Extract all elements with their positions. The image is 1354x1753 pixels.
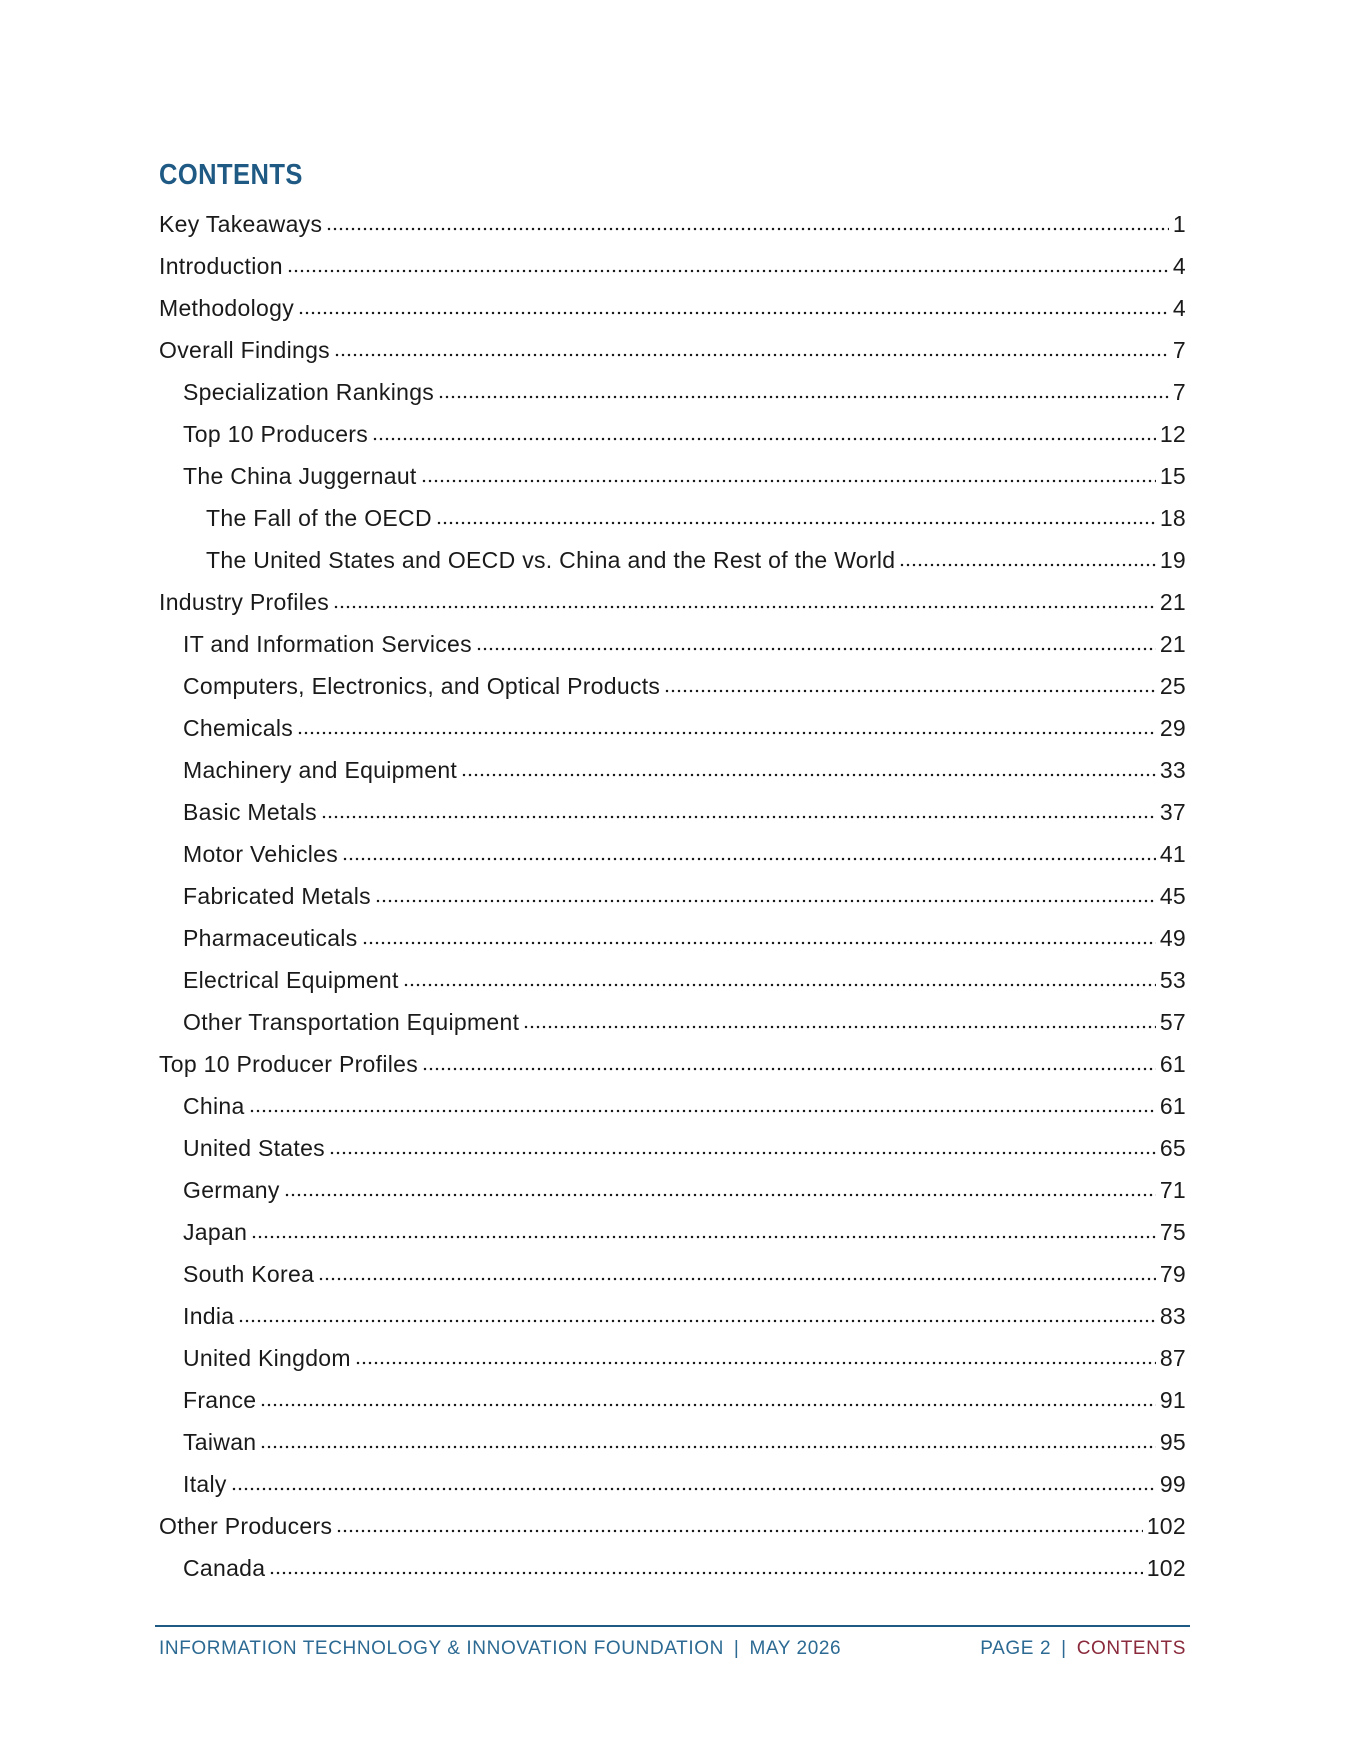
toc-entry[interactable] <box>159 616 1186 658</box>
toc-entry-title: Specialization Rankings <box>183 379 435 405</box>
footer-separator: | <box>733 1638 740 1659</box>
toc-dot-leader <box>238 1319 1155 1323</box>
toc-entry[interactable] <box>159 826 1186 868</box>
toc-entry-page-number: 83 <box>1159 1303 1186 1329</box>
toc-entry-title: Taiwan <box>183 1429 257 1455</box>
toc-entry-page-number: 21 <box>1159 589 1186 615</box>
toc-dot-leader <box>438 395 1169 399</box>
toc-dot-leader <box>899 563 1155 567</box>
toc-entry-title: Other Transportation Equipment <box>183 1009 520 1035</box>
toc-entry-page-number: 95 <box>1159 1429 1186 1455</box>
toc-entry[interactable] <box>159 1036 1186 1078</box>
toc-dot-leader <box>336 1529 1142 1533</box>
toc-entry-title: Top 10 Producer Profiles <box>159 1051 419 1077</box>
toc-entry[interactable] <box>159 1078 1186 1120</box>
toc-dot-leader <box>523 1025 1156 1029</box>
footer-organization-date <box>159 1638 841 1660</box>
toc-entry-title: Introduction <box>159 253 283 279</box>
toc-entry-title: India <box>183 1303 235 1329</box>
toc-entry-page-number: 87 <box>1159 1345 1186 1371</box>
toc-entry[interactable] <box>159 1372 1186 1414</box>
toc-dot-leader <box>287 269 1169 273</box>
toc-dot-leader <box>375 899 1156 903</box>
footer-date: MAY 2026 <box>749 1638 842 1659</box>
toc-dot-leader <box>251 1235 1156 1239</box>
toc-entry[interactable] <box>159 238 1186 280</box>
toc-entry[interactable] <box>159 1540 1186 1582</box>
toc-entry-page-number: 71 <box>1159 1177 1186 1203</box>
toc-dot-leader <box>318 1277 1156 1281</box>
toc-entry-title: Motor Vehicles <box>183 841 339 867</box>
toc-entry[interactable] <box>159 532 1186 574</box>
toc-entry[interactable] <box>159 1204 1186 1246</box>
toc-entry-title: Electrical Equipment <box>183 967 399 993</box>
footer-separator-right: | <box>1061 1638 1067 1659</box>
toc-entry[interactable] <box>159 1288 1186 1330</box>
toc-entry[interactable] <box>159 490 1186 532</box>
toc-entry-title: Chemicals <box>183 715 294 741</box>
toc-dot-leader <box>297 731 1156 735</box>
toc-entry-title: Machinery and Equipment <box>183 757 458 783</box>
toc-entry[interactable] <box>159 322 1186 364</box>
toc-entry-title: The United States and OECD vs. China and the Rest of the World <box>206 547 896 573</box>
toc-entry-title: United States <box>183 1135 325 1161</box>
footer-page-info <box>980 1638 1186 1660</box>
toc-entry-title: Methodology <box>159 295 294 321</box>
toc-entry[interactable] <box>159 742 1186 784</box>
footer-organization: INFORMATION TECHNOLOGY & INNOVATION FOUNDATION <box>159 1638 724 1659</box>
toc-entry-page-number: 79 <box>1159 1261 1186 1287</box>
toc-entry-page-number: 18 <box>1159 505 1186 531</box>
toc-entry-page-number: 53 <box>1159 967 1186 993</box>
toc-entry[interactable] <box>159 1330 1186 1372</box>
toc-dot-leader <box>421 479 1156 483</box>
toc-entry-title: The Fall of the OECD <box>206 505 432 531</box>
toc-entry-page-number: 99 <box>1159 1471 1186 1497</box>
toc-dot-leader <box>461 773 1156 777</box>
toc-entry-title: Industry Profiles <box>159 589 329 615</box>
toc-dot-leader <box>664 689 1156 693</box>
toc-entry-title: The China Juggernaut <box>183 463 417 489</box>
toc-entry[interactable] <box>159 1456 1186 1498</box>
toc-entry[interactable] <box>159 868 1186 910</box>
toc-dot-leader <box>298 311 1169 315</box>
toc-entry-page-number: 75 <box>1159 1219 1186 1245</box>
toc-entry-title: IT and Information Services <box>183 631 472 657</box>
toc-entry-title: Key Takeaways <box>159 211 323 237</box>
toc-entry[interactable] <box>159 364 1186 406</box>
toc-dot-leader <box>436 521 1156 525</box>
toc-entry-page-number: 102 <box>1146 1513 1186 1539</box>
toc-entry[interactable] <box>159 1162 1186 1204</box>
toc-dot-leader <box>372 437 1156 441</box>
toc-entry-title: South Korea <box>183 1261 315 1287</box>
toc-dot-leader <box>321 815 1156 819</box>
toc-entry-page-number: 7 <box>1172 379 1186 405</box>
toc-dot-leader <box>403 983 1156 987</box>
toc-dot-leader <box>260 1403 1155 1407</box>
toc-entry[interactable] <box>159 994 1186 1036</box>
toc-dot-leader <box>476 647 1156 651</box>
toc-entry[interactable] <box>159 406 1186 448</box>
toc-entry[interactable] <box>159 1246 1186 1288</box>
toc-entry-title: Japan <box>183 1219 248 1245</box>
toc-entry-title: Fabricated Metals <box>183 883 371 909</box>
footer-section-link[interactable]: CONTENTS <box>1076 1638 1186 1659</box>
toc-entry-page-number: 41 <box>1159 841 1186 867</box>
toc-entry-title: United Kingdom <box>183 1345 351 1371</box>
toc-entry-page-number: 12 <box>1159 421 1186 447</box>
toc-entry-page-number: 19 <box>1159 547 1186 573</box>
toc-entry-title: Other Producers <box>159 1513 333 1539</box>
toc-entry-page-number: 29 <box>1159 715 1186 741</box>
toc-entry-page-number: 15 <box>1159 463 1186 489</box>
toc-entry[interactable] <box>159 658 1186 700</box>
toc-dot-leader <box>269 1571 1142 1575</box>
toc-entry[interactable] <box>159 1120 1186 1162</box>
toc-entry[interactable] <box>159 196 1186 238</box>
toc-entry-page-number: 1 <box>1172 211 1186 237</box>
toc-entry-title: Germany <box>183 1177 280 1203</box>
toc-entry-title: Canada <box>183 1555 266 1581</box>
toc-entry-page-number: 33 <box>1159 757 1186 783</box>
toc-entry-page-number: 4 <box>1172 253 1186 279</box>
toc-dot-leader <box>284 1193 1156 1197</box>
toc-entry-title: China <box>183 1093 245 1119</box>
toc-entry[interactable] <box>159 952 1186 994</box>
toc-entry-page-number: 45 <box>1159 883 1186 909</box>
toc-entry[interactable] <box>159 700 1186 742</box>
toc-entry-title: France <box>183 1387 257 1413</box>
toc-entry-title: Computers, Electronics, and Optical Products <box>183 673 661 699</box>
contents-heading: CONTENTS <box>159 159 303 191</box>
toc-entry[interactable] <box>159 1498 1186 1540</box>
toc-entry[interactable] <box>159 448 1186 490</box>
toc-entry-page-number: 61 <box>1159 1093 1186 1119</box>
toc-dot-leader <box>329 1151 1156 1155</box>
toc-dot-leader <box>333 605 1156 609</box>
toc-entry-title: Italy <box>183 1471 227 1497</box>
footer-divider <box>155 1625 1190 1627</box>
toc-entry[interactable] <box>159 280 1186 322</box>
toc-entry-page-number: 7 <box>1172 337 1186 363</box>
table-of-contents <box>159 196 1186 1582</box>
toc-entry-page-number: 49 <box>1159 925 1186 951</box>
toc-entry-title: Top 10 Producers <box>183 421 369 447</box>
toc-entry-title: Basic Metals <box>183 799 317 825</box>
toc-dot-leader <box>355 1361 1156 1365</box>
footer-page-number: PAGE 2 <box>980 1638 1052 1659</box>
toc-dot-leader <box>326 227 1169 231</box>
toc-entry[interactable] <box>159 910 1186 952</box>
toc-entry-page-number: 25 <box>1159 673 1186 699</box>
toc-entry-page-number: 4 <box>1172 295 1186 321</box>
toc-entry-page-number: 37 <box>1159 799 1186 825</box>
toc-dot-leader <box>260 1445 1155 1449</box>
toc-entry-page-number: 21 <box>1159 631 1186 657</box>
toc-dot-leader <box>422 1067 1156 1071</box>
toc-dot-leader <box>249 1109 1156 1113</box>
toc-entry-title: Pharmaceuticals <box>183 925 358 951</box>
toc-entry-page-number: 65 <box>1159 1135 1186 1161</box>
toc-dot-leader <box>362 941 1156 945</box>
toc-entry-page-number: 102 <box>1146 1555 1186 1581</box>
toc-dot-leader <box>231 1487 1156 1491</box>
toc-entry-title: Overall Findings <box>159 337 330 363</box>
toc-entry[interactable] <box>159 574 1186 616</box>
toc-dot-leader <box>342 857 1156 861</box>
toc-entry-page-number: 61 <box>1159 1051 1186 1077</box>
toc-entry[interactable] <box>159 784 1186 826</box>
toc-entry-page-number: 91 <box>1159 1387 1186 1413</box>
toc-dot-leader <box>334 353 1169 357</box>
toc-entry-page-number: 57 <box>1159 1009 1186 1035</box>
toc-entry[interactable] <box>159 1414 1186 1456</box>
